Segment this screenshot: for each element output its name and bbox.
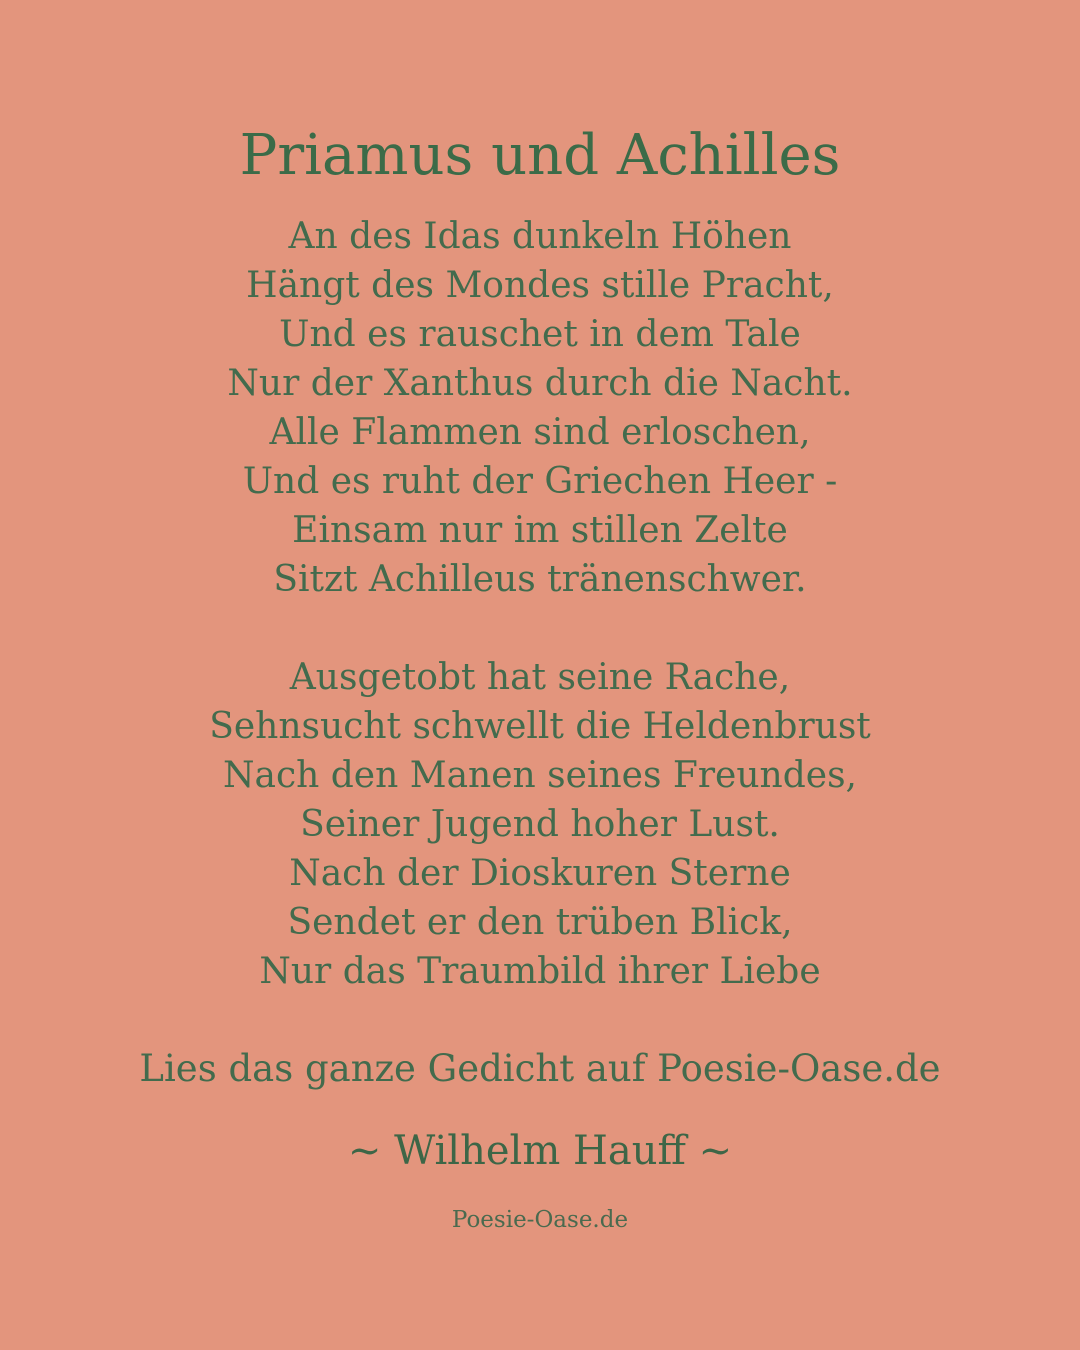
poem-line: Und es rauschet in dem Tale <box>279 314 801 355</box>
poem-line: Nach der Dioskuren Sterne <box>289 853 791 894</box>
poem-line: Hängt des Mondes stille Pracht, <box>246 265 834 306</box>
read-full-poem-text: Lies das ganze Gedicht auf Poesie-Oase.de <box>139 1047 941 1090</box>
stanza-1 <box>0 212 1080 604</box>
poem-author: ~ Wilhelm Hauff ~ <box>347 1128 733 1174</box>
poem-line: Sitzt Achilleus tränenschwer. <box>273 559 807 600</box>
poem-title: Priamus und Achilles <box>239 123 841 188</box>
poem-line: Ausgetobt hat seine Rache, <box>289 657 791 698</box>
poem-line: Seiner Jugend hoher Lust. <box>300 804 780 845</box>
poem-line: Nur der Xanthus durch die Nacht. <box>227 363 853 404</box>
poem-line: Nach den Manen seines Freundes, <box>222 755 857 796</box>
poem-line: Sehnsucht schwellt die Heldenbrust <box>209 706 871 747</box>
poem-line: Nur das Traumbild ihrer Liebe <box>259 951 821 992</box>
poem-line: Und es ruht der Griechen Heer - <box>242 461 838 502</box>
poem-line: Einsam nur im stillen Zelte <box>292 510 788 551</box>
poem-line: An des Idas dunkeln Höhen <box>288 216 792 257</box>
poem-line: Sendet er den trüben Blick, <box>287 902 793 943</box>
site-brand: Poesie-Oase.de <box>451 1207 629 1233</box>
stanza-2 <box>0 653 1080 996</box>
poem-line: Alle Flammen sind erloschen, <box>269 412 811 453</box>
